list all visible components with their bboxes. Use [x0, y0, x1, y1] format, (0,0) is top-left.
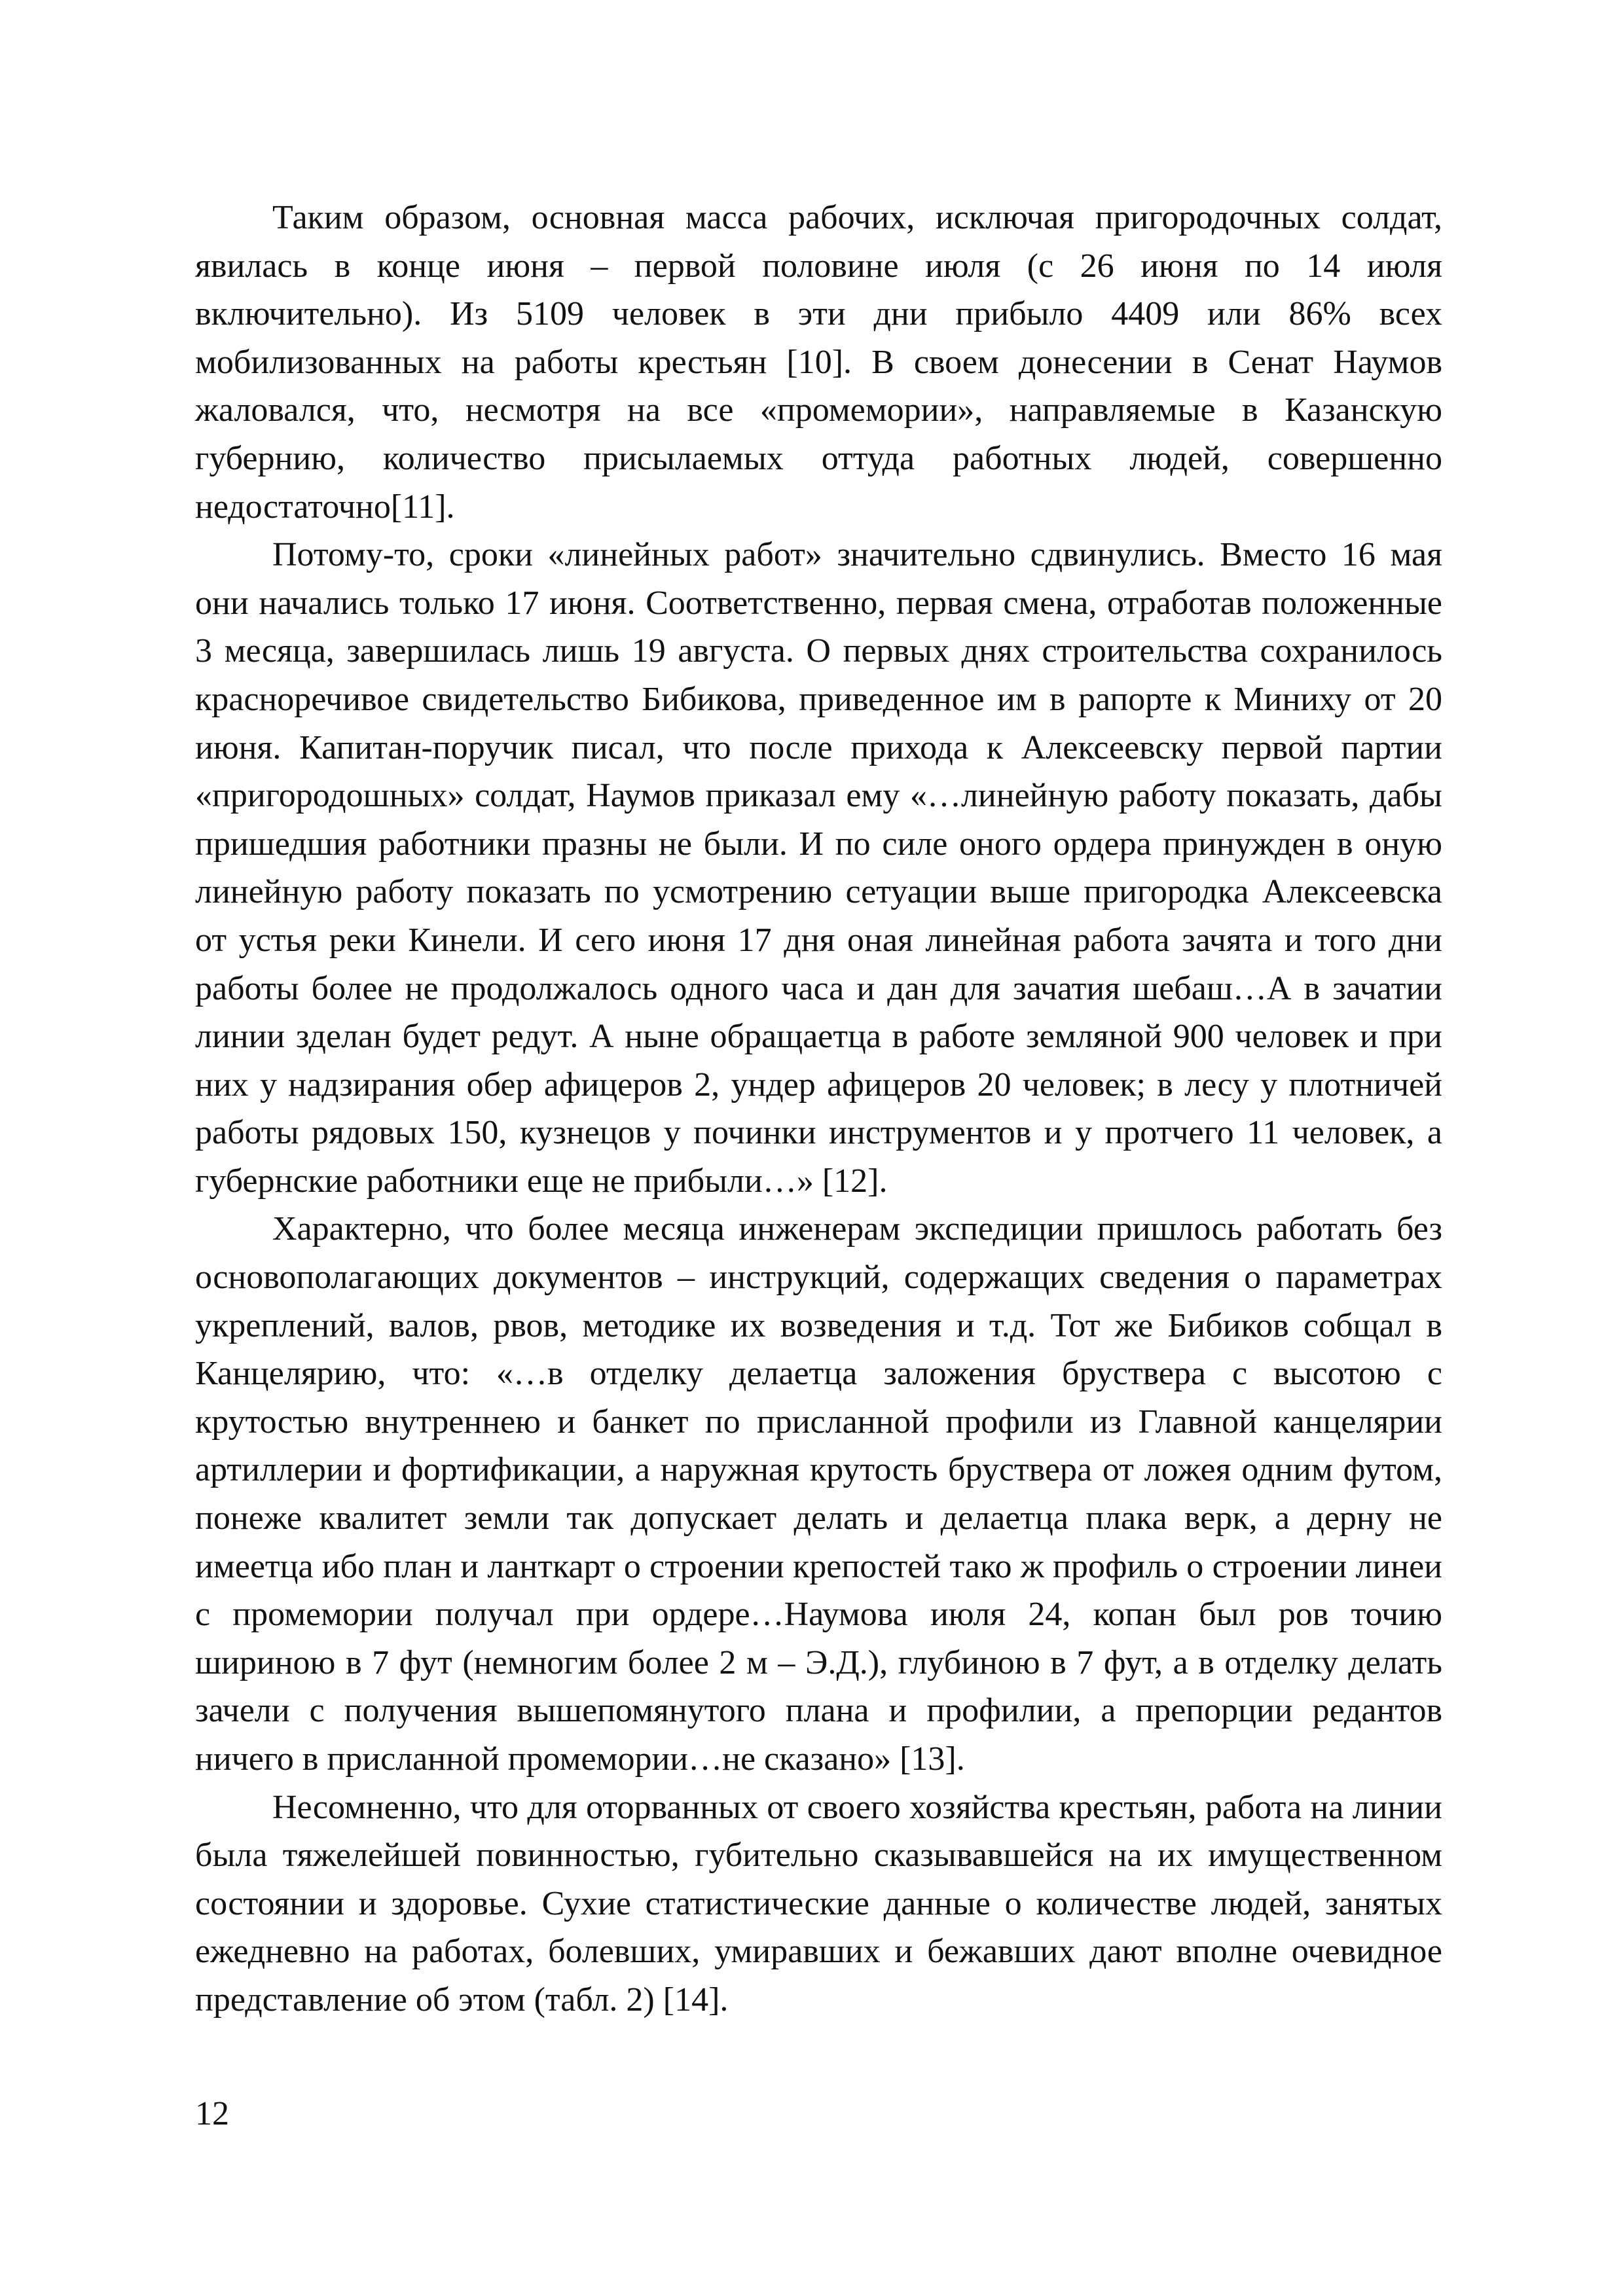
paragraph-4: Несомненно, что для оторванных от своего хозяйства крестьян, работа на линии была тяжелейшей повинностью, губительно сказывавшейся на их имущественном состоянии и здоровье. Сухие статистические данные о количестве людей, занятых ежедневно на работах, болевших, умиравших и бежавших дают вполне очевидное представление об этом (табл. 2) [14].: [195, 1788, 1442, 2018]
paragraph-3: Характерно, что более месяца инженерам экспедиции пришлось работать без основополагающих документов – инструкций, содержащих сведения о параметрах укреплений, валов, рвов, методике их возведения и т.д. Тот же Бибиков собщал в Канцелярию, что: «…в отделку делаетца заложения бруствера с высотою с крутостью внутреннею и банкет по присланной профили из Главной канцелярии артиллерии и фортификации, а наружная крутость бруствера от ложея одним футом, понеже квалитет земли так допускает делать и делаетца плака верк, а дерну не имеетца ибо план и ланткарт о строении крепостей тако ж профиль о строении линеи с промемории получал при ордере…Наумова июля 24, копан был ров точию шириною в 7 фут (немногим более 2 м – Э.Д.), глубиною в 7 фут, а в отделку делать зачели с получения вышепомянутого плана и профилии, а препорции редантов ничего в присланной промемории…не сказано» [13].: [195, 1210, 1442, 1778]
body-text: [195, 194, 1442, 2024]
page-number: 12: [195, 2095, 229, 2132]
paragraph-1: Таким образом, основная масса рабочих, исключая пригородочных солдат, явилась в конце июня – первой половине июля (с 26 июня по 14 июля включительно). Из 5109 человек в эти дни прибыло 4409 или 86% всех мобилизованных на работы крестьян [10]. В своем донесении в Сенат Наумов жаловался, что, несмотря на все «промемории», направляемые в Казанскую губернию, количество присылаемых оттуда работных людей, совершенно недостаточно[11].: [195, 199, 1442, 526]
paragraph-2: Потому-то, сроки «линейных работ» значительно сдвинулись. Вместо 16 мая они начались только 17 июня. Соответственно, первая смена, отработав положенные 3 месяца, завершилась лишь 19 августа. О первых днях строительства сохранилось красноречивое свидетельство Бибикова, приведенное им в рапорте к Миниху от 20 июня. Капитан-поручик писал, что после прихода к Алексеевску первой партии «пригородошных» солдат, Наумов приказал ему «…линейную работу показать, дабы пришедшия работники празны не были. И по силе оного ордера принужден в оную линейную работу показать по усмотрению сетуации выше пригородка Алексеевска от устья реки Кинели. И сего июня 17 дня оная линейная работа зачята и того дни работы более не продолжалось одного часа и дан для зачатия шебаш…А в зачатии линии зделан будет редут. А ныне обращаетца в работе земляной 900 человек и при них у надзирания обер афицеров 2, ундер афицеров 20 человек; в лесу у плотничей работы рядовых 150, кузнецов у починки инструментов и у протчего 11 человек, а губернские работники еще не прибыли…» [12].: [195, 536, 1442, 1200]
